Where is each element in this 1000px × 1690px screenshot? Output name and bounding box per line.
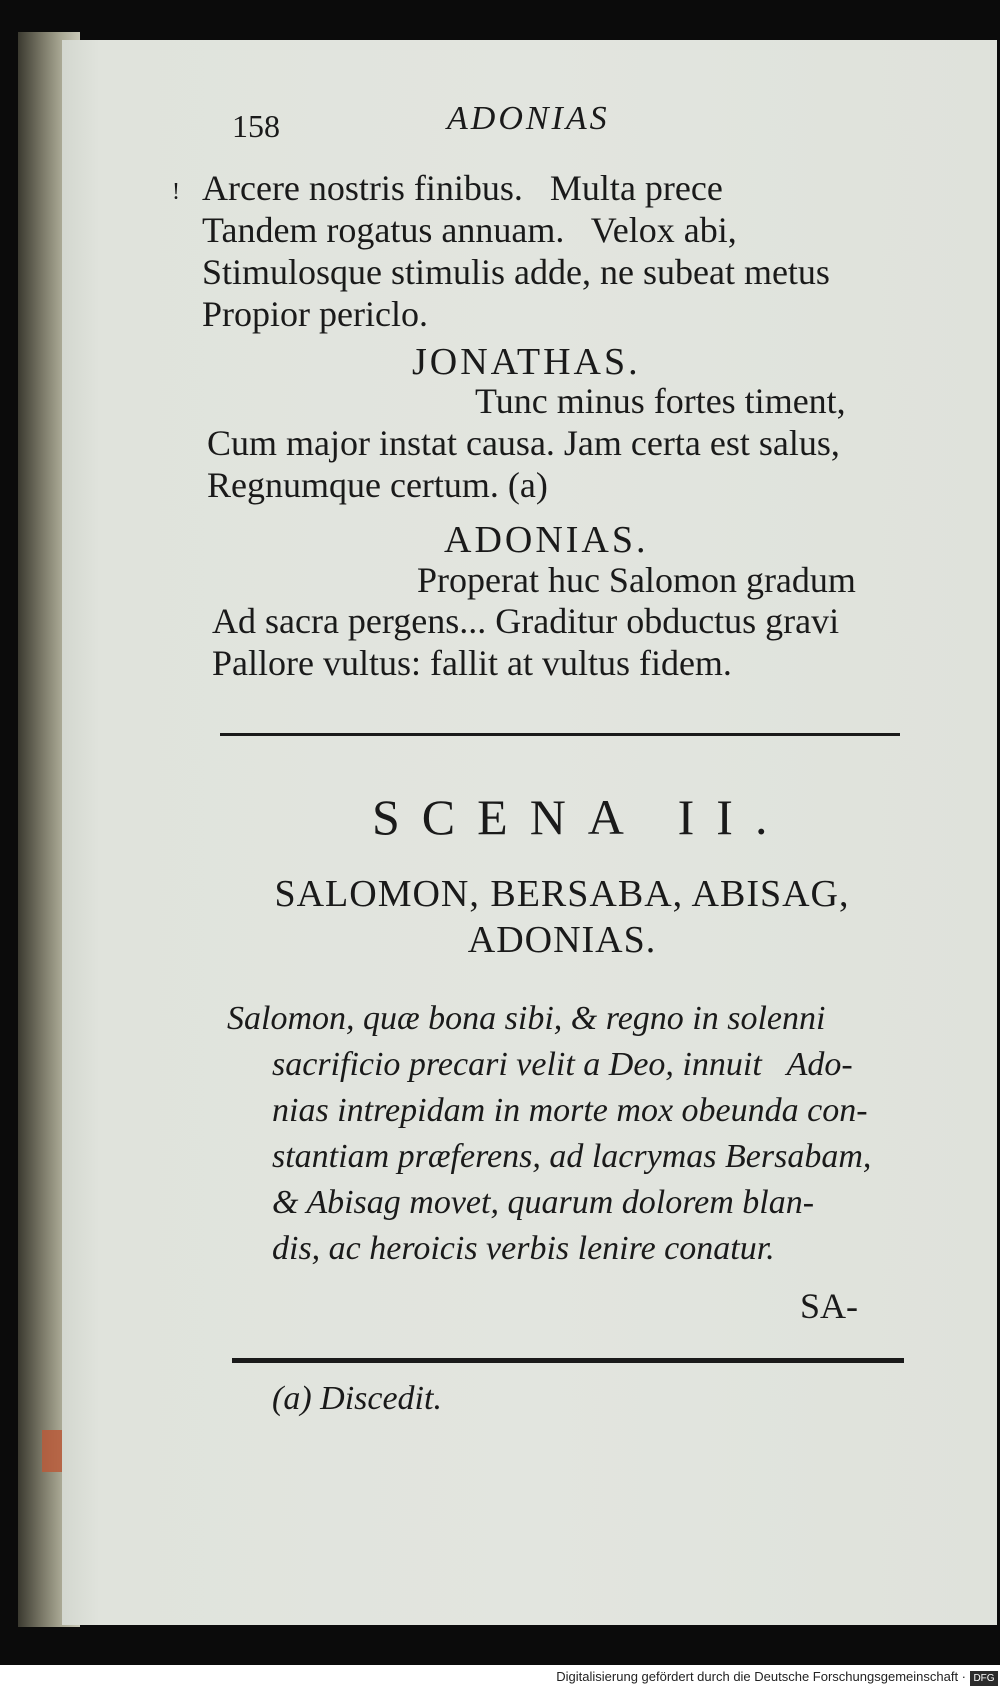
verse-line: Stimulosque stimulis adde, ne subeat metus xyxy=(202,252,830,292)
verse-line: Regnumque certum. (a) xyxy=(207,465,548,505)
cast-list-line: ADONIAS. xyxy=(467,919,657,961)
argument-line: & Abisag movet, quarum dolorem blan- xyxy=(272,1184,815,1221)
argument-line: nias intrepidam in morte mox obeunda con- xyxy=(272,1092,868,1129)
argument-line: stantiam præferens, ad lacrymas Bersabam, xyxy=(272,1138,872,1175)
verse-line: Pallore vultus: fallit at vultus fidem. xyxy=(212,643,732,683)
margin-mark: ! xyxy=(172,179,180,205)
argument-line: sacrificio precari velit a Deo, innuit Ado- xyxy=(272,1046,853,1083)
verse-line: Propior periclo. xyxy=(202,294,428,334)
page-number: 158 xyxy=(232,108,280,144)
verse-line: Arcere nostris finibus. Multa prece xyxy=(202,168,723,208)
cast-list-line: SALOMON, BERSABA, ABISAG, xyxy=(274,873,850,915)
argument-line: dis, ac heroicis verbis lenire conatur. xyxy=(272,1230,775,1267)
speaker-name: JONATHAS. xyxy=(412,341,641,383)
dfg-logo-icon: DFG xyxy=(970,1671,998,1686)
footnote: (a) Discedit. xyxy=(272,1380,442,1417)
scene-title: SCENA II. xyxy=(372,789,790,845)
verse-line: Tandem rogatus annuam. Velox abi, xyxy=(202,210,737,250)
verse-line: Ad sacra pergens... Graditur obductus gravi xyxy=(212,601,840,641)
verse-line: Tunc minus fortes timent, xyxy=(475,381,846,421)
argument-line: Salomon, quæ bona sibi, & regno in solenni xyxy=(227,1000,826,1037)
catchword: SA- xyxy=(800,1286,859,1326)
running-head: ADONIAS xyxy=(447,100,610,137)
footnote-rule xyxy=(232,1358,904,1363)
speaker-name: ADONIAS. xyxy=(444,519,649,561)
section-rule xyxy=(220,733,900,736)
verse-line: Properat huc Salomon gradum xyxy=(417,560,856,600)
digitization-footer xyxy=(0,1669,1000,1690)
footer-credit: Digitalisierung gefördert durch die Deutsche Forschungsgemeinschaft · xyxy=(556,1669,966,1684)
verse-line: Cum major instat causa. Jam certa est salus, xyxy=(207,423,840,463)
book-page xyxy=(62,40,997,1625)
